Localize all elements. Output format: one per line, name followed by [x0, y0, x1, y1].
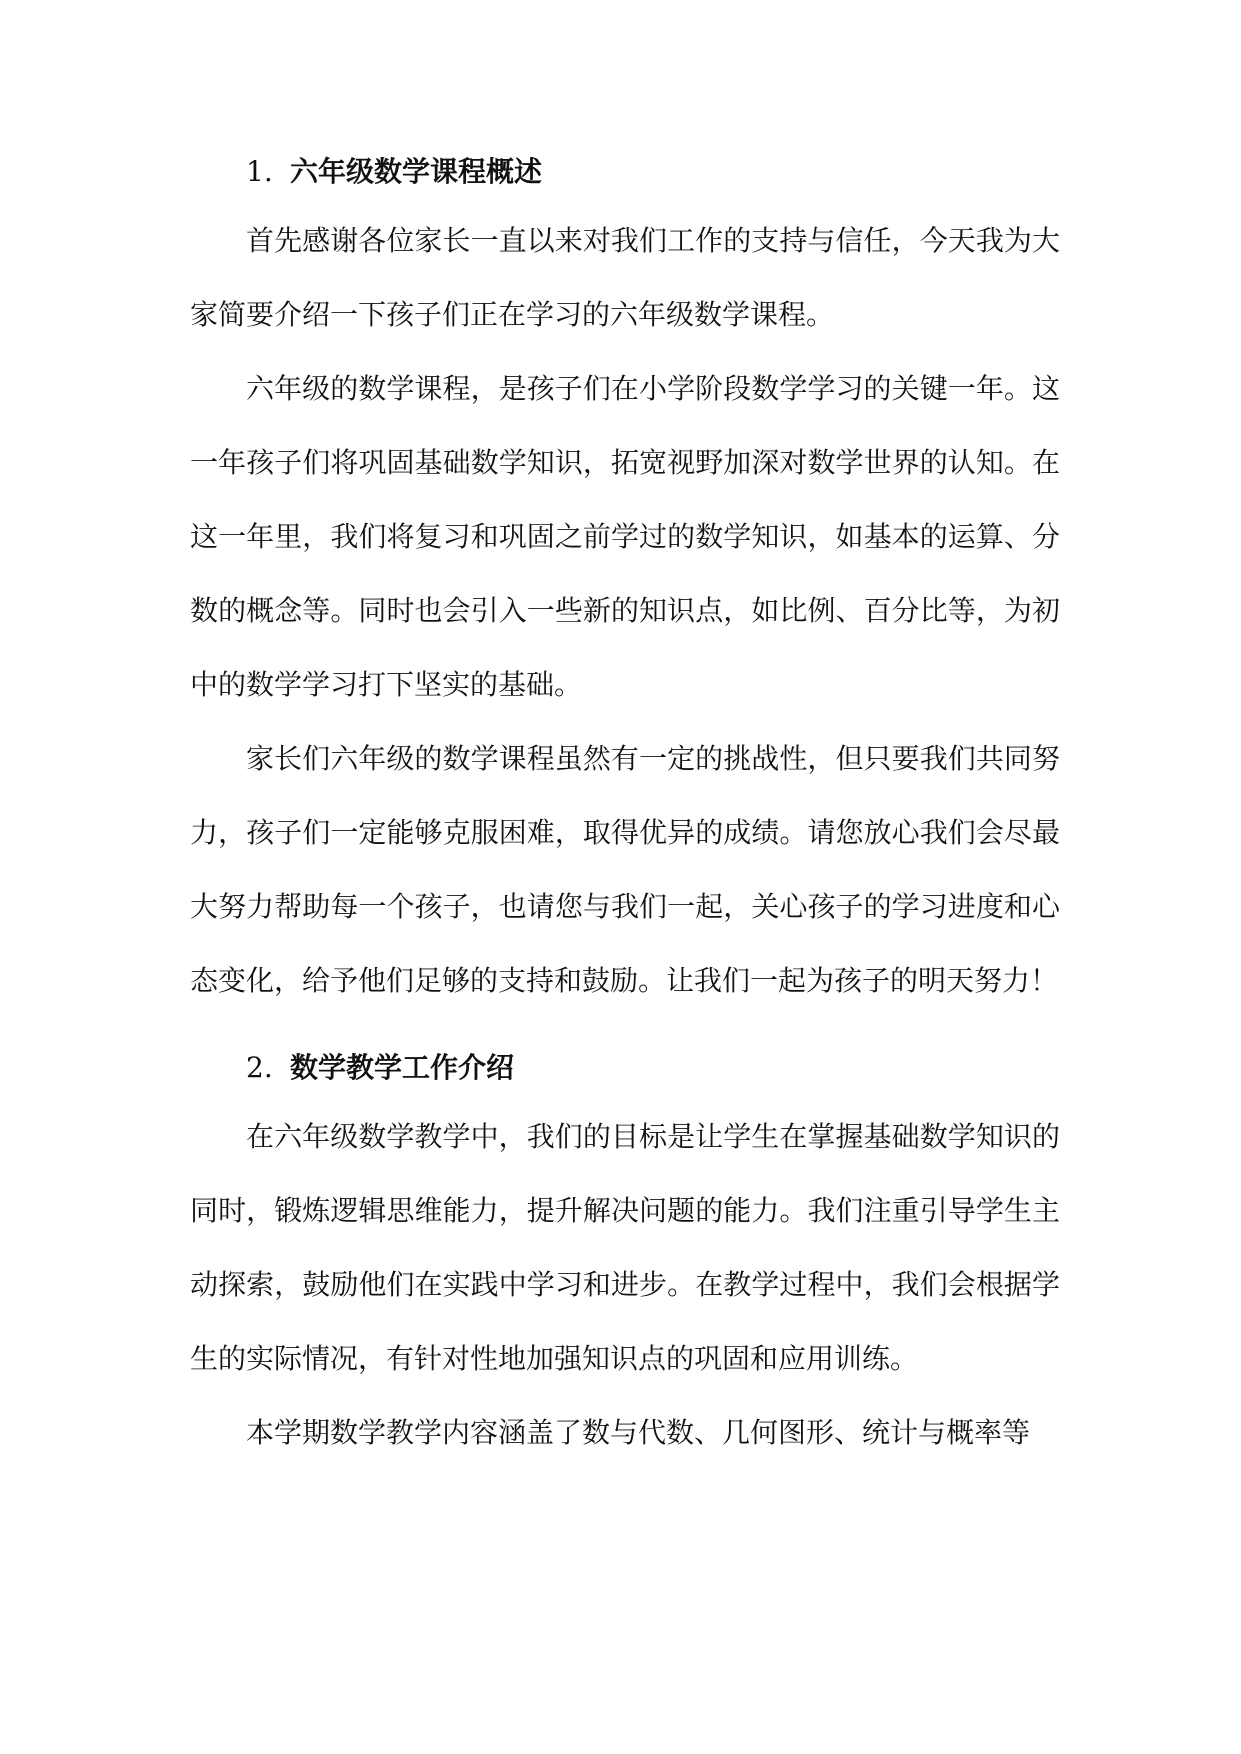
document-body	[190, 140, 1060, 1470]
paragraph: 家长们六年级的数学课程虽然有一定的挑战性，但只要我们共同努力，孩子们一定能够克服困难，取得优异的成绩。请您放心我们会尽最大努力帮助每一个孩子，也请您与我们一起，关心孩子的学习进度和心态变化，给予他们足够的支持和鼓励。让我们一起为孩子的明天努力！	[190, 742, 1060, 997]
paragraph: 在六年级数学教学中，我们的目标是让学生在掌握基础数学知识的同时，锻炼逻辑思维能力，提升解决问题的能力。我们注重引导学生主动探索，鼓励他们在实践中学习和进步。在教学过程中，我们会根据学生的实际情况，有针对性地加强知识点的巩固和应用训练。	[190, 1120, 1060, 1375]
section-number: 2.	[246, 1051, 273, 1084]
section-heading	[190, 140, 1060, 204]
paragraph: 首先感谢各位家长一直以来对我们工作的支持与信任，今天我为大家简要介绍一下孩子们正在学习的六年级数学课程。	[190, 224, 1060, 331]
section-title: 数学教学工作介绍	[290, 1051, 515, 1084]
section-teaching-work	[190, 1036, 1060, 1470]
paragraph: 本学期数学教学内容涵盖了数与代数、几何图形、统计与概率等	[246, 1416, 1031, 1449]
section-heading	[190, 1036, 1060, 1100]
section-number: 1.	[246, 155, 273, 188]
section-title: 六年级数学课程概述	[290, 155, 543, 188]
section-course-overview	[190, 140, 1060, 1018]
paragraph: 六年级的数学课程，是孩子们在小学阶段数学学习的关键一年。这一年孩子们将巩固基础数学知识，拓宽视野加深对数学世界的认知。在这一年里，我们将复习和巩固之前学过的数学知识，如基本的运算、分数的概念等。同时也会引入一些新的知识点，如比例、百分比等，为初中的数学学习打下坚实的基础。	[190, 372, 1060, 701]
